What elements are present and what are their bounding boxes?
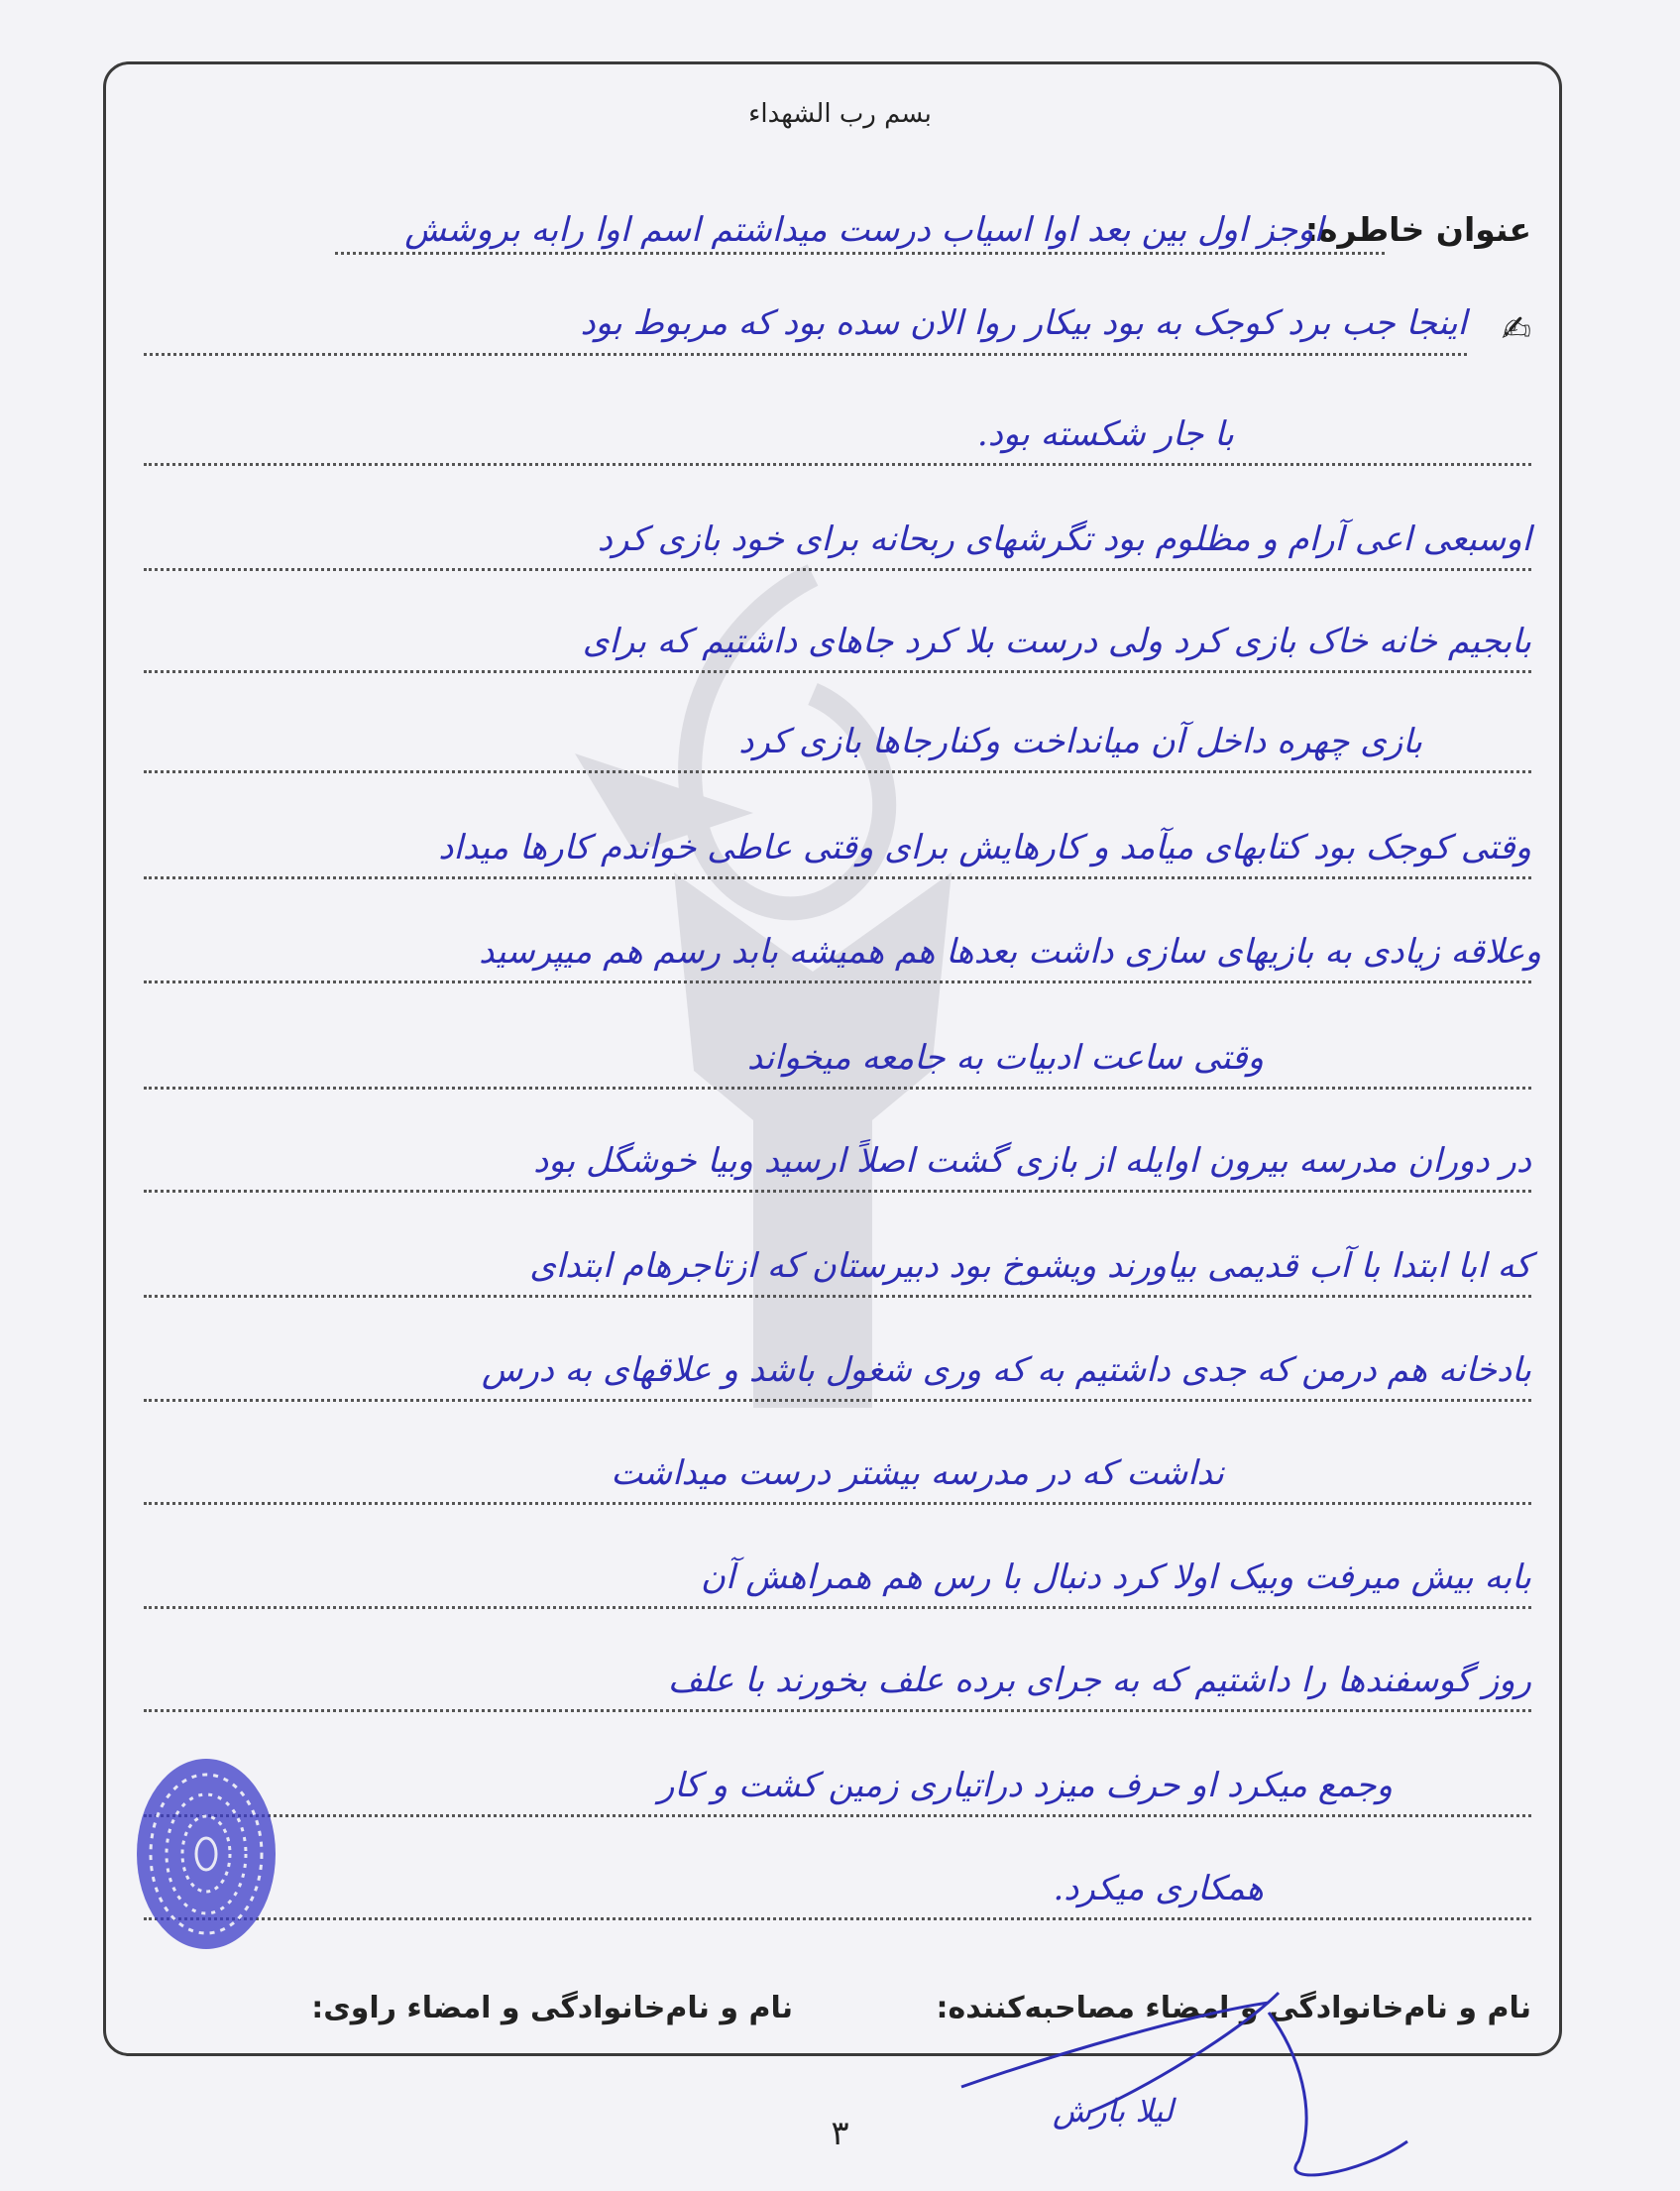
handwritten-line: وجمع میکرد او حرف میزد دراتیاری زمین کشت و کار <box>657 1766 1393 1805</box>
signature-text: لیلا بارش <box>1053 2092 1174 2130</box>
memory-title-label: عنوان خاطره: <box>1304 210 1531 249</box>
dotted-line <box>144 1502 1531 1505</box>
handwritten-line: که ابا ابتدا با آب قدیمی بیاورند ویشوخ بود دبیرستان که ازتاجرهام ابتدای <box>529 1246 1531 1286</box>
dotted-line <box>144 1399 1531 1402</box>
handwritten-line: در دوران مدرسه بیرون اوایله از بازی گشت اصلاً ارسید وبیا خوشگل بود <box>533 1141 1531 1181</box>
handwritten-line: وقتی کوجک بود کتابهای میآمد و کارهایش برای وقتی عاطی خواندم کارها میداد <box>438 828 1531 867</box>
handwritten-line: بازی چهره داخل آن میانداخت وکنارجاها بازی کرد <box>738 722 1422 761</box>
interviewer-signature-label: نام و نام‌خانوادگی و امضاء مصاحبه‌کننده: <box>936 1991 1531 2025</box>
handwritten-line: روز گوسفندها را داشتیم که به جرای برده علف بخورند با علف <box>667 1661 1531 1700</box>
title-dotted-line <box>335 252 1385 255</box>
dotted-line <box>144 1087 1531 1090</box>
dotted-line <box>144 1190 1531 1193</box>
page-header: بسم رب الشهداء <box>748 99 932 129</box>
handwritten-line: با جار شکسته بود. <box>976 414 1234 454</box>
memory-title-value: اوجز اول بین بعد اوا اسیاب درست میداشتم اسم اوا رابه بروشش <box>404 210 1323 250</box>
dotted-line <box>144 876 1531 879</box>
fingerprint-stamp <box>133 1755 280 1953</box>
dotted-line <box>144 1606 1531 1609</box>
dotted-line <box>144 1917 1531 1920</box>
dotted-line <box>144 463 1531 466</box>
handwritten-line: اوسبعی اعی آرام و مظلوم بود تگرشهای ربحانه برای خود بازی کرد <box>597 519 1531 559</box>
dotted-line <box>144 1295 1531 1298</box>
narrator-signature-label: نام و نام‌خانوادگی و امضاء راوی: <box>311 1991 793 2025</box>
page-number: ۳ <box>831 2114 849 2153</box>
dotted-line <box>144 980 1531 983</box>
handwritten-line: وقتی ساعت ادبیات به جامعه میخواند <box>746 1038 1264 1078</box>
handwritten-line: نداشت که در مدرسه بیشتر درست میداشت <box>611 1453 1224 1493</box>
dotted-line <box>144 568 1531 571</box>
dotted-line <box>144 770 1531 773</box>
dotted-line <box>144 670 1531 673</box>
handwritten-signature <box>942 1973 1417 2191</box>
dotted-line <box>144 1709 1531 1712</box>
handwritten-line: همکاری میکرد. <box>1053 1869 1264 1908</box>
handwritten-line: بابه بیش میرفت وبیک اولا کرد دنبال با رس هم همراهش آن <box>701 1557 1531 1597</box>
handwritten-line: بابجیم خانه خاک بازی کرد ولی درست بلا کرد جاهای داشتیم که برای <box>582 622 1531 661</box>
dotted-line <box>144 353 1467 356</box>
writing-hand-icon: ✍ <box>1501 309 1531 350</box>
dotted-line <box>144 1814 1531 1817</box>
handwritten-line: اینجا جب برد کوجک به بود بیکار روا الان سده بود که مربوط بود <box>580 303 1467 343</box>
handwritten-line: بادخانه هم درمن که جدی داشتیم به که وری شغول باشد و علاقهای به درس <box>481 1350 1531 1390</box>
handwritten-line: وعلاقه زیادی به بازیهای سازی داشت بعدها هم همیشه بابد رسم هم میپرسید <box>479 932 1541 972</box>
